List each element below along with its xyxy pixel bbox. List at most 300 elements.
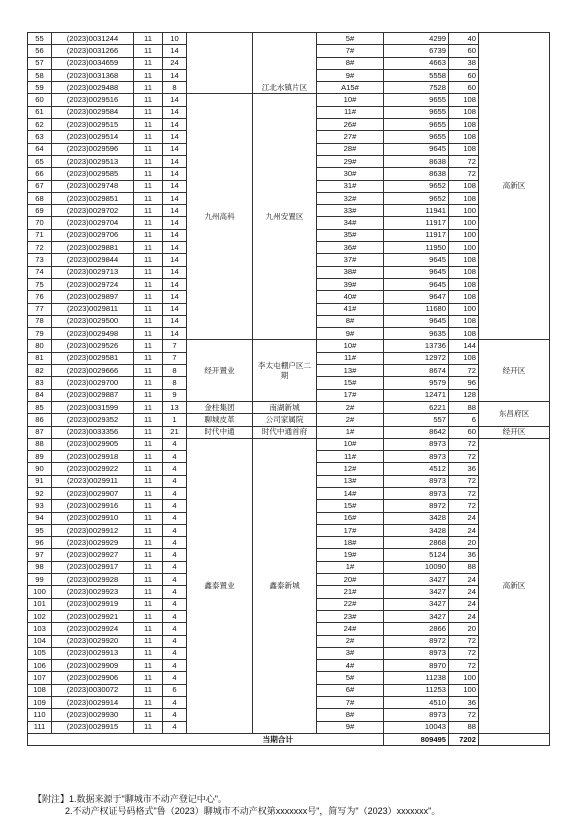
project-name: 公司家属院 [253,414,317,426]
units-value: 60 [449,69,479,81]
building-number: 17# [317,389,384,401]
units-value: 36 [449,697,479,709]
row-number: 93 [28,500,52,512]
certificate-number: (2023)0029911 [52,475,134,487]
units-value: 100 [449,684,479,696]
row-number: 90 [28,463,52,475]
units-value: 108 [449,315,479,327]
col-b-value: 4 [163,697,187,709]
row-number: 59 [28,82,52,94]
col-a-value: 11 [134,33,163,45]
col-b-value: 14 [163,180,187,192]
col-b-value: 14 [163,291,187,303]
property-registration-table [27,32,550,746]
certificate-number: (2023)0029927 [52,549,134,561]
col-a-value: 11 [134,45,163,57]
amount-value: 8973 [384,451,449,463]
col-b-value: 4 [163,721,187,733]
col-a-value: 11 [134,254,163,266]
total-label: 当期合计 [28,733,384,745]
building-number: 39# [317,278,384,290]
amount-value: 3428 [384,512,449,524]
row-number: 63 [28,131,52,143]
row-number: 66 [28,168,52,180]
col-a-value: 11 [134,438,163,450]
units-value: 36 [449,463,479,475]
row-number: 86 [28,414,52,426]
col-b-value: 4 [163,623,187,635]
developer-name: 经开置业 [187,340,253,401]
col-b-value: 4 [163,463,187,475]
row-number: 72 [28,242,52,254]
row-number: 79 [28,328,52,340]
col-a-value: 11 [134,426,163,438]
building-number: 3# [317,647,384,659]
amount-value: 4512 [384,463,449,475]
building-number: A15# [317,82,384,94]
units-value: 100 [449,242,479,254]
units-value: 72 [449,635,479,647]
building-number: 10# [317,438,384,450]
amount-value: 9655 [384,106,449,118]
units-value: 108 [449,254,479,266]
amount-value: 8973 [384,487,449,499]
certificate-number: (2023)0029514 [52,131,134,143]
row-number: 99 [28,574,52,586]
project-name: 李太屯棚户区二期 [253,340,317,401]
units-value: 36 [449,549,479,561]
certificate-number: (2023)0029923 [52,586,134,598]
amount-value: 9635 [384,328,449,340]
col-b-value: 14 [163,45,187,57]
units-value: 72 [449,660,479,672]
col-a-value: 11 [134,155,163,167]
row-number: 78 [28,315,52,327]
col-b-value: 14 [163,143,187,155]
amount-value: 11917 [384,217,449,229]
table-row [28,33,550,45]
row-number: 76 [28,291,52,303]
building-number: 10# [317,94,384,106]
building-number: 9# [317,721,384,733]
col-b-value: 4 [163,451,187,463]
building-number: 21# [317,586,384,598]
building-number: 7# [317,45,384,57]
amount-value: 9647 [384,291,449,303]
amount-value: 9645 [384,266,449,278]
row-number: 95 [28,524,52,536]
col-a-value: 11 [134,549,163,561]
row-number: 100 [28,586,52,598]
col-a-value: 11 [134,106,163,118]
certificate-number: (2023)0029924 [52,623,134,635]
row-number: 103 [28,623,52,635]
amount-value: 9645 [384,278,449,290]
certificate-number: (2023)0029917 [52,561,134,573]
building-number: 2# [317,414,384,426]
amount-value: 557 [384,414,449,426]
amount-value: 5124 [384,549,449,561]
building-number: 11# [317,106,384,118]
col-b-value: 9 [163,389,187,401]
col-a-value: 11 [134,168,163,180]
amount-value: 2868 [384,537,449,549]
row-number: 68 [28,192,52,204]
table-row [28,438,550,450]
units-value: 108 [449,106,479,118]
table-row [28,426,550,438]
row-number: 106 [28,660,52,672]
col-b-value: 14 [163,266,187,278]
col-a-value: 11 [134,315,163,327]
building-number: 19# [317,549,384,561]
units-value: 108 [449,180,479,192]
building-number: 13# [317,365,384,377]
col-b-value: 1 [163,414,187,426]
amount-value: 8973 [384,647,449,659]
col-a-value: 11 [134,561,163,573]
amount-value: 12471 [384,389,449,401]
amount-value: 8642 [384,426,449,438]
building-number: 18# [317,537,384,549]
units-value: 24 [449,524,479,536]
col-b-value: 10 [163,33,187,45]
amount-value: 11680 [384,303,449,315]
col-a-value: 11 [134,697,163,709]
units-value: 72 [449,647,479,659]
amount-value: 6221 [384,401,449,413]
amount-value: 8972 [384,500,449,512]
table-row [28,340,550,352]
units-value: 108 [449,119,479,131]
certificate-number: (2023)0029906 [52,672,134,684]
units-value: 72 [449,155,479,167]
amount-value: 9655 [384,131,449,143]
certificate-number: (2023)0029918 [52,451,134,463]
col-a-value: 11 [134,475,163,487]
footnote-line-2: 2.不动产权证号码格式"鲁（2023）聊城市不动产权第xxxxxxx号"，简写为"（2023）xxxxxxx"。 [65,806,441,816]
amount-value: 9645 [384,254,449,266]
col-a-value: 11 [134,266,163,278]
col-b-value: 14 [163,278,187,290]
units-value: 108 [449,266,479,278]
amount-value: 8638 [384,155,449,167]
units-value: 100 [449,217,479,229]
col-a-value: 11 [134,389,163,401]
certificate-number: (2023)0029748 [52,180,134,192]
building-number: 8# [317,315,384,327]
amount-value: 9655 [384,94,449,106]
certificate-number: (2023)0029596 [52,143,134,155]
col-a-value: 11 [134,401,163,413]
col-b-value: 4 [163,672,187,684]
total-area-empty [479,733,550,745]
certificate-number: (2023)0029928 [52,574,134,586]
col-a-value: 11 [134,672,163,684]
units-value: 100 [449,672,479,684]
units-value: 72 [449,475,479,487]
amount-value: 5558 [384,69,449,81]
col-b-value: 14 [163,254,187,266]
units-value: 24 [449,598,479,610]
table-body [28,33,550,746]
amount-value: 11238 [384,672,449,684]
col-a-value: 11 [134,229,163,241]
col-b-value: 14 [163,192,187,204]
building-number: 6# [317,684,384,696]
row-number: 62 [28,119,52,131]
units-value: 88 [449,561,479,573]
table-row [28,401,550,413]
col-a-value: 11 [134,242,163,254]
col-b-value: 14 [163,229,187,241]
units-value: 108 [449,328,479,340]
building-number: 8# [317,57,384,69]
col-a-value: 11 [134,143,163,155]
col-b-value: 14 [163,303,187,315]
col-b-value: 14 [163,242,187,254]
amount-value: 8638 [384,168,449,180]
row-number: 71 [28,229,52,241]
col-b-value: 4 [163,586,187,598]
building-number: 29# [317,155,384,167]
building-number: 28# [317,143,384,155]
amount-value: 2866 [384,623,449,635]
row-number: 105 [28,647,52,659]
building-number: 34# [317,217,384,229]
amount-value: 8970 [384,660,449,672]
amount-value: 9655 [384,119,449,131]
certificate-number: (2023)0029706 [52,229,134,241]
certificate-number: (2023)0029887 [52,389,134,401]
row-number: 102 [28,610,52,622]
building-number: 8# [317,709,384,721]
footnote-line-1: 【附注】1.数据来源于"聊城市不动产登记中心"。 [33,794,227,804]
units-value: 100 [449,205,479,217]
building-number: 11# [317,352,384,364]
table-row [28,414,550,426]
certificate-number: (2023)0030072 [52,684,134,696]
row-number: 77 [28,303,52,315]
amount-value: 8972 [384,635,449,647]
row-number: 57 [28,57,52,69]
building-number: 13# [317,475,384,487]
col-a-value: 11 [134,537,163,549]
col-a-value: 11 [134,278,163,290]
building-number: 15# [317,377,384,389]
col-b-value: 14 [163,205,187,217]
col-a-value: 11 [134,586,163,598]
col-a-value: 11 [134,684,163,696]
units-value: 72 [449,500,479,512]
row-number: 55 [28,33,52,45]
row-number: 108 [28,684,52,696]
developer-name: 金柱集团 [187,401,253,413]
units-value: 108 [449,291,479,303]
units-value: 72 [449,487,479,499]
col-b-value: 13 [163,401,187,413]
row-number: 109 [28,697,52,709]
amount-value: 4663 [384,57,449,69]
building-number: 41# [317,303,384,315]
row-number: 67 [28,180,52,192]
col-b-value: 8 [163,377,187,389]
certificate-number: (2023)0029352 [52,414,134,426]
certificate-number: (2023)0029516 [52,94,134,106]
units-value: 108 [449,143,479,155]
certificate-number: (2023)0029909 [52,660,134,672]
row-number: 110 [28,709,52,721]
row-number: 104 [28,635,52,647]
certificate-number: (2023)0029916 [52,500,134,512]
building-number: 5# [317,672,384,684]
building-number: 31# [317,180,384,192]
row-number: 83 [28,377,52,389]
units-value: 72 [449,451,479,463]
row-number: 65 [28,155,52,167]
certificate-number: (2023)0029914 [52,697,134,709]
col-b-value: 4 [163,438,187,450]
col-b-value: 14 [163,328,187,340]
amount-value: 9652 [384,192,449,204]
col-b-value: 8 [163,365,187,377]
units-value: 38 [449,57,479,69]
row-number: 84 [28,389,52,401]
row-number: 74 [28,266,52,278]
units-value: 72 [449,365,479,377]
units-value: 128 [449,389,479,401]
units-value: 88 [449,721,479,733]
certificate-number: (2023)0029912 [52,524,134,536]
units-value: 108 [449,278,479,290]
row-number: 69 [28,205,52,217]
units-value: 60 [449,45,479,57]
col-a-value: 11 [134,94,163,106]
amount-value: 9645 [384,315,449,327]
col-b-value: 14 [163,168,187,180]
col-b-value: 4 [163,524,187,536]
row-number: 81 [28,352,52,364]
amount-value: 9652 [384,180,449,192]
developer-name [187,33,253,94]
row-number: 92 [28,487,52,499]
building-number: 11# [317,451,384,463]
certificate-number: (2023)0029905 [52,438,134,450]
certificate-number: (2023)0029930 [52,709,134,721]
col-a-value: 11 [134,377,163,389]
building-number: 30# [317,168,384,180]
developer-name: 鑫泰置业 [187,438,253,733]
col-a-value: 11 [134,328,163,340]
row-number: 56 [28,45,52,57]
amount-value: 11941 [384,205,449,217]
amount-value: 4510 [384,697,449,709]
building-number: 23# [317,610,384,622]
units-value: 60 [449,82,479,94]
col-a-value: 11 [134,647,163,659]
certificate-number: (2023)0029724 [52,278,134,290]
col-b-value: 21 [163,426,187,438]
col-b-value: 4 [163,610,187,622]
certificate-number: (2023)0029500 [52,315,134,327]
row-number: 70 [28,217,52,229]
units-value: 144 [449,340,479,352]
col-b-value: 4 [163,512,187,524]
building-number: 2# [317,635,384,647]
col-a-value: 11 [134,487,163,499]
certificate-number: (2023)0029585 [52,168,134,180]
col-a-value: 11 [134,598,163,610]
project-name: 鑫泰新城 [253,438,317,733]
developer-name: 时代中通 [187,426,253,438]
building-number: 36# [317,242,384,254]
certificate-number: (2023)0029881 [52,242,134,254]
col-a-value: 11 [134,635,163,647]
certificate-number: (2023)0029913 [52,647,134,659]
col-a-value: 11 [134,303,163,315]
col-a-value: 11 [134,610,163,622]
row-number: 97 [28,549,52,561]
certificate-number: (2023)0029922 [52,463,134,475]
col-b-value: 14 [163,69,187,81]
certificate-number: (2023)0029897 [52,291,134,303]
building-number: 4# [317,660,384,672]
row-number: 80 [28,340,52,352]
units-value: 72 [449,709,479,721]
building-number: 16# [317,512,384,524]
amount-value: 9579 [384,377,449,389]
certificate-number: (2023)0029921 [52,610,134,622]
project-name: 南湖新城 [253,401,317,413]
project-name: 九州安置区 [253,94,317,340]
certificate-number: (2023)0029704 [52,217,134,229]
units-value: 108 [449,192,479,204]
col-b-value: 4 [163,537,187,549]
building-number: 22# [317,598,384,610]
certificate-number: (2023)0029700 [52,377,134,389]
certificate-number: (2023)0029666 [52,365,134,377]
developer-name: 九州高科 [187,94,253,340]
col-a-value: 11 [134,574,163,586]
amount-value: 3427 [384,586,449,598]
certificate-number: (2023)0029488 [52,82,134,94]
col-b-value: 14 [163,315,187,327]
amount-value: 3427 [384,598,449,610]
units-value: 88 [449,401,479,413]
building-number: 17# [317,524,384,536]
certificate-number: (2023)0029811 [52,303,134,315]
col-a-value: 11 [134,340,163,352]
col-a-value: 11 [134,180,163,192]
certificate-number: (2023)0029702 [52,205,134,217]
building-number: 1# [317,426,384,438]
amount-value: 6739 [384,45,449,57]
building-number: 10# [317,340,384,352]
col-a-value: 11 [134,524,163,536]
col-a-value: 11 [134,512,163,524]
units-value: 108 [449,352,479,364]
units-value: 108 [449,94,479,106]
certificate-number: (2023)0029851 [52,192,134,204]
col-b-value: 4 [163,475,187,487]
building-number: 26# [317,119,384,131]
col-b-value: 7 [163,340,187,352]
col-b-value: 4 [163,574,187,586]
col-a-value: 11 [134,365,163,377]
row-number: 87 [28,426,52,438]
building-number: 1# [317,561,384,573]
col-a-value: 11 [134,217,163,229]
